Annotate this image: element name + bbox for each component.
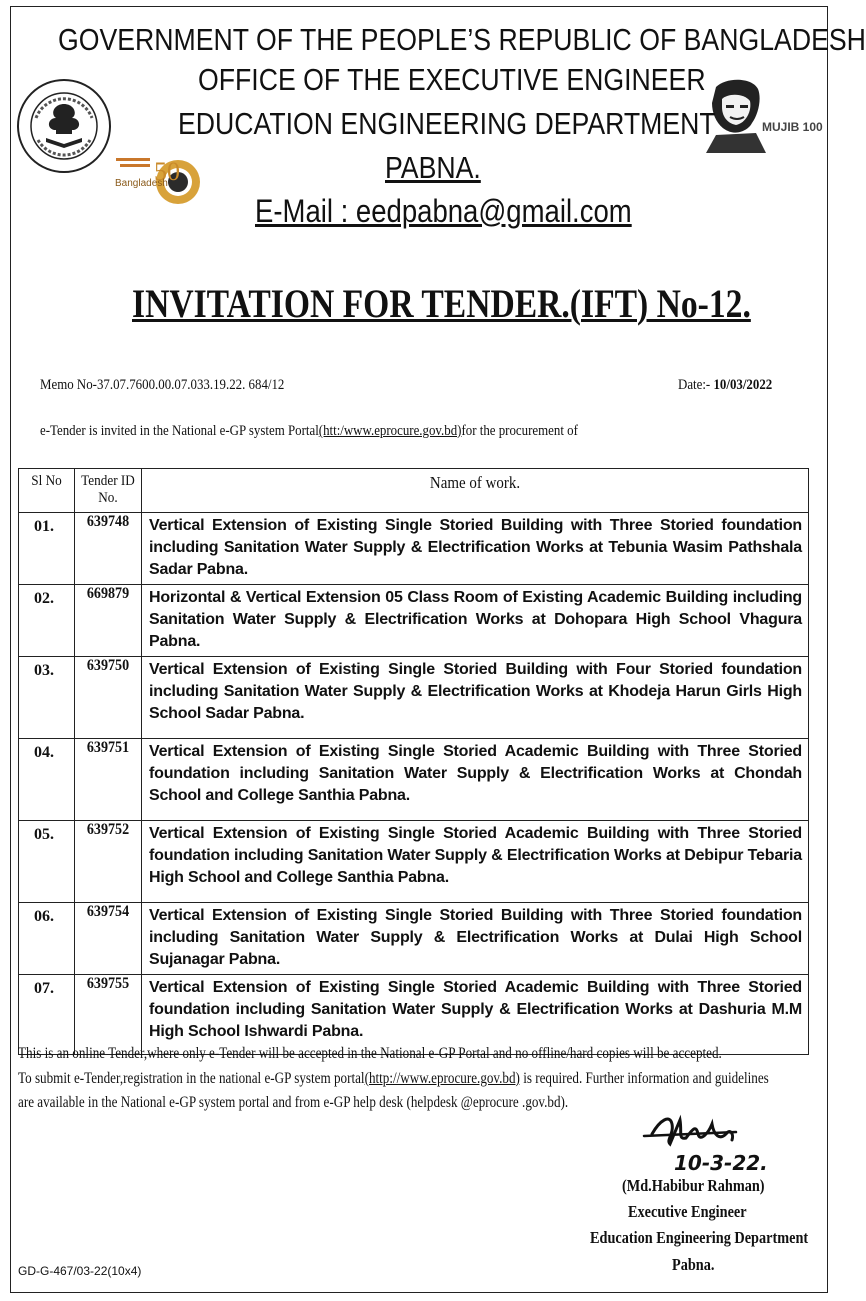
row-tender-id: 669879: [86, 585, 130, 602]
signatory-title: Executive Engineer: [628, 1202, 747, 1221]
table-row: [19, 657, 809, 739]
anniversary-number: 50: [154, 157, 180, 186]
bangladesh-50-logo: [114, 154, 206, 210]
row-tender-id: 639748: [86, 513, 130, 530]
table-row: [19, 585, 809, 657]
memo-number: Memo No-37.07.7600.00.07.033.19.22. 684/12: [40, 377, 285, 393]
city-heading: PABNA.: [385, 150, 481, 185]
government-heading: GOVERNMENT OF THE PEOPLE’S REPUBLIC OF BANGLADESH: [58, 22, 866, 57]
education-emblem-logo: [16, 78, 112, 174]
anniversary-text: Bangladesh: [115, 178, 168, 189]
footer-line-3: are available in the National e-GP system portal and from e-GP help desk (helpdesk @eprocure .gov.bd).: [18, 1094, 569, 1111]
row-tender-id: 639751: [86, 739, 130, 756]
footer-line-1: This is an online Tender,where only e-Tender will be accepted in the National e-GP Portal and no offline/hard copies will be accepted.: [18, 1045, 722, 1062]
footer-line-2-before: To submit e-Tender,registration in the national e-GP system portal: [18, 1070, 365, 1087]
works-table: [18, 468, 809, 1055]
intro-after: for the procurement of: [461, 423, 578, 439]
table-row: [19, 739, 809, 821]
footer-line-2-after: is required. Further information and guidelines: [519, 1070, 769, 1087]
row-tender-id: 639755: [86, 975, 130, 992]
table-row: [19, 903, 809, 975]
email-line[interactable]: E-Mail : eedpabna@gmail.com: [255, 193, 632, 229]
footer-portal-link[interactable]: (http://www.eprocure.gov.bd): [364, 1070, 520, 1087]
row-work: Vertical Extension of Existing Single Storied Academic Building with Three Storied foundation including Sanitation Water Supply & Electrification Works at Chondah School and College Santhia Pabna.: [149, 743, 802, 804]
footer-line-2: [18, 1070, 769, 1088]
intro-text: [40, 423, 578, 440]
row-sl: 06.: [34, 908, 54, 925]
row-work: Vertical Extension of Existing Single Storied Academic Building with Three Storied foundation including Sanitation Water Supply & Electrification Works at Debipur Tebaria High School and College Santhia Pabna.: [149, 825, 802, 886]
table-row: [19, 821, 809, 903]
row-work: Vertical Extension of Existing Single Storied Academic Building with Three Storied foundation including Sanitation Water Supply & Electrification Works at Dashuria M.M High School Ishwardi Pabna.: [149, 979, 802, 1040]
table-row: [19, 513, 809, 585]
portal-link[interactable]: (htt:/www.eprocure.gov.bd): [318, 423, 462, 439]
office-heading: OFFICE OF THE EXECUTIVE ENGINEER: [198, 62, 706, 97]
ad-code: GD-G-467/03-22(10x4): [18, 1264, 142, 1278]
row-sl: 04.: [34, 744, 54, 761]
header-sl: Sl No: [19, 469, 75, 513]
row-tender-id: 639754: [86, 903, 130, 920]
row-sl: 07.: [34, 980, 54, 997]
handwritten-signature: [640, 1110, 778, 1176]
tender-title: INVITATION FOR TENDER.(IFT) No-12.: [132, 281, 751, 326]
header-tender-id: Tender ID No.: [75, 469, 142, 513]
row-work: Vertical Extension of Existing Single Storied Building with Three Storied foundation including Sanitation Water Supply & Electrification Works at Dulai High School Sujanagar Pabna.: [149, 907, 802, 968]
row-sl: 05.: [34, 826, 54, 843]
row-work: Horizontal & Vertical Extension 05 Class Room of Existing Academic Building including Sanitation Water Supply & Electrification Works at Dohopara High School Vhagura Pabna.: [149, 589, 802, 650]
signatory-department: Education Engineering Department: [590, 1228, 809, 1247]
table-header-row: [19, 469, 809, 513]
date-label: Date:-: [678, 377, 711, 393]
row-tender-id: 639752: [86, 821, 130, 838]
row-work: Vertical Extension of Existing Single Storied Building with Three Storied foundation including Sanitation Water Supply & Electrification Works at Tebunia Wasim Pathshala Sadar Pabna.: [149, 517, 802, 578]
department-heading: EDUCATION ENGINEERING DEPARTMENT: [178, 106, 716, 141]
intro-before: e-Tender is invited in the National e-GP system Portal: [40, 423, 319, 439]
row-sl: 01.: [34, 518, 54, 535]
signatory-place: Pabna.: [672, 1255, 715, 1274]
date-value: 10/03/2022: [713, 377, 773, 393]
row-sl: 02.: [34, 590, 54, 607]
row-work: Vertical Extension of Existing Single Storied Building with Four Storied foundation including Sanitation Water Supply & Electrification Works at Khodeja Harun Girls High School Sadar Pabna.: [149, 661, 802, 722]
header-name-of-work: Name of work.: [142, 469, 809, 513]
signature-date: 10-3-22.: [674, 1151, 768, 1175]
table-row: [19, 975, 809, 1055]
notice-date: [678, 377, 772, 394]
row-tender-id: 639750: [86, 657, 130, 674]
row-sl: 03.: [34, 662, 54, 679]
centenary-text: MUJIB 100: [762, 120, 823, 134]
signatory-name: (Md.Habibur Rahman): [622, 1176, 765, 1195]
